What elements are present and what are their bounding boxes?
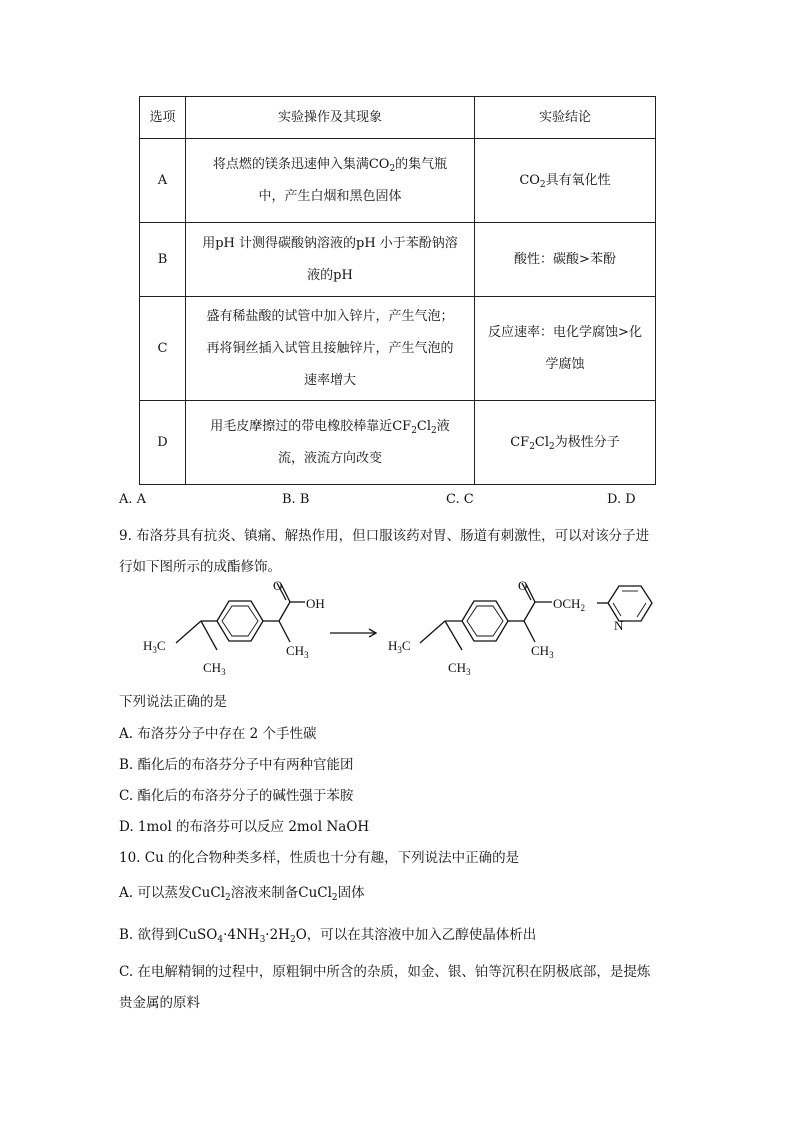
subscript: 2 <box>529 441 535 452</box>
q9-stem-line2: 行如下图所示的成酯修饰。 <box>119 559 281 575</box>
subscript: 2 <box>539 179 546 190</box>
table-row <box>140 223 656 297</box>
option-text: ，可以在其溶液中加入乙醇使晶体析出 <box>306 927 537 943</box>
row-operation <box>186 223 475 297</box>
op-text: 盛有稀盐酸的试管中加入锌片，产生气泡； <box>206 308 454 324</box>
label-o: O <box>518 578 528 593</box>
concl-text: 学腐蚀 <box>545 356 585 372</box>
label-h3c: $H_3C$ <box>388 638 411 655</box>
row-conclusion: 酸性：碳酸>苯酚 <box>475 223 656 297</box>
row-option: C <box>140 297 186 401</box>
formula: CF <box>510 434 530 450</box>
formula: CO <box>519 172 540 188</box>
q9-option-a[interactable]: A. 布洛芬分子中存在 2 个手性碳 <box>119 726 317 742</box>
formula: Cl <box>534 434 550 450</box>
q10-option-a[interactable] <box>119 881 365 901</box>
subscript: 2 <box>289 935 296 945</box>
q9-option-c[interactable]: C. 酯化后的布洛芬分子的碱性强于苯胺 <box>119 788 354 804</box>
q8-options <box>0 492 794 512</box>
op-text: 液的pH <box>307 267 353 283</box>
q10-option-c-line1[interactable]: C. 在电解精铜的过程中，原粗铜中所含的杂质，如金、银、铂等沉积在阴极底部，是提炼 <box>119 964 651 980</box>
label-ch3: $CH_3$ <box>531 643 554 660</box>
label-n: N <box>614 618 624 633</box>
op-text: 用毛皮摩擦过的带电橡胶棒靠近 <box>210 418 393 434</box>
subscript: 2 <box>411 425 417 436</box>
q8-option-d[interactable]: D. D <box>607 492 636 507</box>
table-row <box>140 297 656 401</box>
label-ch3: $CH_3$ <box>448 660 471 677</box>
op-text: 流，液流方向改变 <box>277 450 382 466</box>
option-text: A. 可以蒸发 <box>119 885 192 901</box>
subscript: 2 <box>389 163 396 174</box>
op-text: 再将铜丝插入试管且接触锌片，产生气泡的 <box>206 340 454 356</box>
option-text: B. 欲得到 <box>119 927 179 943</box>
formula: CuSO <box>178 927 218 943</box>
row-option: A <box>140 139 186 223</box>
q8-option-b[interactable]: B. B <box>282 492 310 507</box>
formula: Cl <box>416 418 432 434</box>
row-conclusion <box>475 139 656 223</box>
header-option: 选项 <box>140 97 186 139</box>
concl-text: 为极性分子 <box>554 434 620 450</box>
formula: CF <box>392 418 412 434</box>
row-option: B <box>140 223 186 297</box>
q10-stem: 10. Cu 的化合物种类多样，性质也十分有趣，下列说法中正确的是 <box>119 850 520 866</box>
option-text: 固体 <box>337 885 365 901</box>
row-operation <box>186 297 475 401</box>
q9-option-b[interactable]: B. 酯化后的布洛芬分子中有两种官能团 <box>119 757 354 773</box>
concl-text: 具有氧化性 <box>545 172 611 188</box>
label-h3c: $H_3C$ <box>143 638 166 655</box>
row-operation <box>186 401 475 485</box>
q10-option-b[interactable] <box>119 923 536 943</box>
op-text: 用pH 计测得碳酸钠溶液的pH 小于苯酚钠溶 <box>202 235 458 251</box>
subscript: 2 <box>431 425 437 436</box>
subscript: 3 <box>259 935 266 945</box>
formula: CuCl <box>191 885 226 901</box>
q9-option-d[interactable]: D. 1mol 的布洛芬可以反应 2mol NaOH <box>119 819 370 835</box>
row-operation <box>186 139 475 223</box>
op-text: 速率增大 <box>303 372 356 388</box>
label-ch3: $CH_3$ <box>286 643 309 660</box>
esterification-scheme <box>0 578 794 683</box>
op-text: 的集气瓶 <box>395 156 448 172</box>
op-text: 液 <box>436 418 450 434</box>
row-conclusion <box>475 401 656 485</box>
label-o: O <box>273 578 283 593</box>
q8-option-a[interactable]: A. A <box>119 492 147 507</box>
subscript: 2 <box>225 893 231 903</box>
table-header-row <box>140 97 656 139</box>
q9-stem-line1: 9. 布洛芬具有抗炎、镇痛、解热作用，但口服该药对胃、肠道有刺激性，可以对该分子进 <box>119 528 650 544</box>
table-row <box>140 139 656 223</box>
experiment-table <box>139 96 656 485</box>
formula: ·4NH <box>223 927 260 943</box>
op-text: 中，产生白烟和黑色固体 <box>258 188 402 204</box>
formula: ·2H <box>265 927 290 943</box>
label-och2: $OCH_2$ <box>553 596 585 613</box>
formula: CO <box>368 156 390 172</box>
concl-text: 反应速率：电化学腐蚀>化 <box>488 324 642 340</box>
subscript: 2 <box>331 893 338 903</box>
header-operation: 实验操作及其现象 <box>186 97 475 139</box>
row-conclusion <box>475 297 656 401</box>
option-text: 溶液来制备 <box>230 885 299 901</box>
q8-option-c[interactable]: C. C <box>446 492 474 507</box>
subscript: 2 <box>549 441 555 452</box>
label-ch3: $CH_3$ <box>203 660 226 677</box>
op-text: 将点燃的镁条迅速伸入集满 <box>212 156 369 172</box>
formula: O <box>295 927 307 943</box>
row-option: D <box>140 401 186 485</box>
label-oh: OH <box>306 596 325 611</box>
header-conclusion: 实验结论 <box>475 97 656 139</box>
table-row <box>140 401 656 485</box>
q10-option-c-line2: 贵金属的原料 <box>119 995 200 1011</box>
q9-prompt: 下列说法正确的是 <box>119 694 227 710</box>
subscript: 4 <box>217 935 224 945</box>
formula: CuCl <box>298 885 332 901</box>
